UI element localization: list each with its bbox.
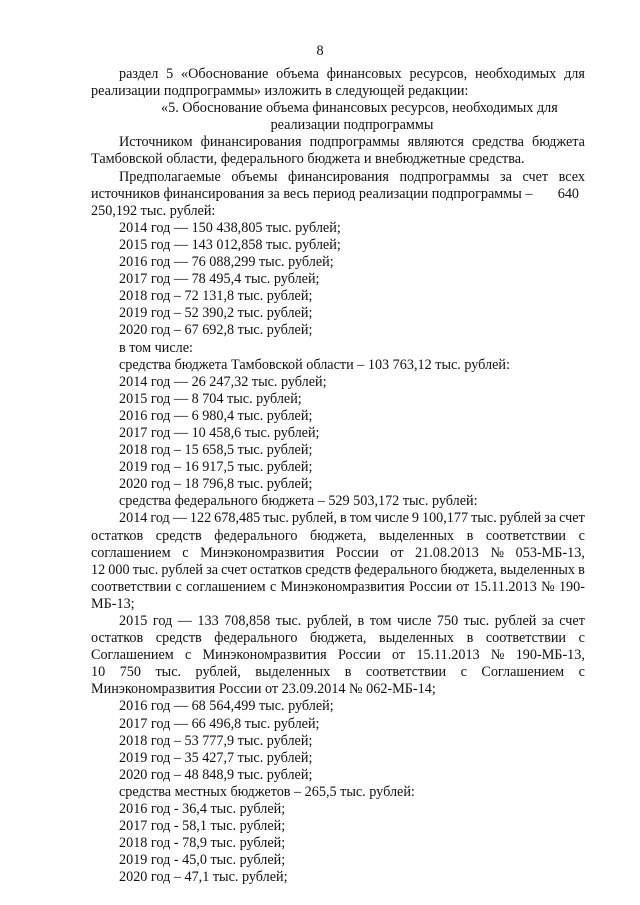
list-item: 2017 год — 66 496,8 тыс. рублей; [119,715,320,732]
total-line-3: 250,192 тыс. рублей: [91,202,216,219]
federal-2015-line: Минэкономразвития России от 23.09.2014 № 062-МБ-14; [91,681,436,698]
local-title: средства местных бюджетов – 265,5 тыс. рублей: [119,783,415,800]
intro-line-2: реализации подпрограммы» изложить в следующей редакции: [91,83,469,100]
regional-title: средства бюджета Тамбовской области – 103 763,12 тыс. рублей: [119,356,510,373]
sources-paragraph [91,134,585,168]
including-label: в том числе: [119,339,193,356]
federal-2014-line: 2014 год — 122 678,485 тыс. рублей, в том числе 9 100,177 тыс. рублей за счет [119,510,585,527]
list-item: 2019 год – 16 917,5 тыс. рублей; [119,459,313,476]
page-number: 8 [316,43,324,59]
federal-2014-line: соответствии с соглашением с Минэкономразвития России от 15.11.2013 № 190- [91,578,585,595]
federal-2014-line: МБ-13; [91,595,135,612]
list-item: 2019 год – 35 427,7 тыс. рублей; [119,749,313,766]
list-item: 2020 год – 47,1 тыс. рублей; [119,869,288,886]
list-item: 2015 год — 8 704 тыс. рублей; [119,390,302,407]
list-item: 2016 год - 36,4 тыс. рублей; [119,801,286,818]
regional-budget-block [91,357,585,494]
list-item: 2019 год - 45,0 тыс. рублей; [119,852,286,869]
list-item: 2014 год — 150 438,805 тыс. рублей; [119,219,341,236]
total-line-2-number: 640 [557,185,579,202]
list-item: 2016 год — 76 088,299 тыс. рублей; [119,254,334,271]
sources-line-2: Тамбовской области, федерального бюджета и внебюджетные средства. [91,151,525,168]
heading-line-1: «5. Обоснование объема финансовых ресурсов, необходимых для [161,100,558,117]
federal-2014-line: 12 000 тыс. рублей за счет остатков средств федерального бюджета, выделенных в [91,561,585,578]
list-item: 2020 год – 18 796,8 тыс. рублей; [119,476,313,493]
total-line-2 [91,186,585,203]
federal-2015-line: 10 750 тыс. рублей, выделенных в соответствии с Соглашением с [91,664,585,681]
document-body [91,66,585,887]
list-item: 2017 год - 58,1 тыс. рублей; [119,818,286,835]
list-item: 2016 год — 6 980,4 тыс. рублей; [119,407,313,424]
intro-line-1: раздел 5 «Обоснование объема финансовых ресурсов, необходимых для [119,66,585,82]
list-item: 2014 год — 26 247,32 тыс. рублей; [119,373,327,390]
section-heading [91,100,585,134]
total-years-list [91,220,585,340]
federal-title: средства федерального бюджета – 529 503,172 тыс. рублей: [119,493,478,510]
list-item: 2016 год — 68 564,499 тыс. рублей; [119,698,334,715]
total-paragraph [91,169,585,220]
list-item: 2015 год — 143 012,858 тыс. рублей; [119,236,341,253]
list-item: 2018 год - 78,9 тыс. рублей; [119,835,286,852]
total-line-2-text: источников финансирования за весь период реализации подпрограммы – [91,185,533,202]
federal-2015-paragraph [91,613,585,698]
federal-2014-line: соглашением с Минэкономразвития России от 21.08.2013 № 053-МБ-13, [91,544,585,561]
list-item: 2020 год – 67 692,8 тыс. рублей; [119,322,313,339]
sources-line-1: Источником финансирования подпрограммы являются средства бюджета [119,134,585,151]
list-item: 2017 год — 10 458,6 тыс. рублей; [119,424,320,441]
federal-2015-line: 2015 год — 133 708,858 тыс. рублей, в том числе 750 тыс. рублей за счет [119,613,585,629]
local-budget-block [91,784,585,887]
list-item: 2018 год – 53 777,9 тыс. рублей; [119,732,313,749]
federal-budget-block [91,493,585,784]
list-item: 2018 год – 72 131,8 тыс. рублей; [119,288,313,305]
federal-2015-line: Соглашением с Минэкономразвития России от 15.11.2013 № 190-МБ-13, [91,647,585,664]
intro-paragraph [91,66,585,100]
list-item: 2017 год — 78 495,4 тыс. рублей; [119,271,320,288]
heading-line-2: реализации подпрограммы [270,117,434,134]
federal-2014-paragraph [91,510,585,613]
list-item: 2018 год – 15 658,5 тыс. рублей; [119,442,313,459]
list-item: 2019 год – 52 390,2 тыс. рублей; [119,305,313,322]
federal-2014-line: остатков средств федерального бюджета, выделенных в соответствии с [91,527,585,544]
federal-2015-line: остатков средств федерального бюджета, выделенных в соответствии с [91,630,585,647]
list-item: 2020 год – 48 848,9 тыс. рублей; [119,766,313,783]
total-line-1: Предполагаемые объемы финансирования подпрограммы за счет всех [119,168,585,185]
